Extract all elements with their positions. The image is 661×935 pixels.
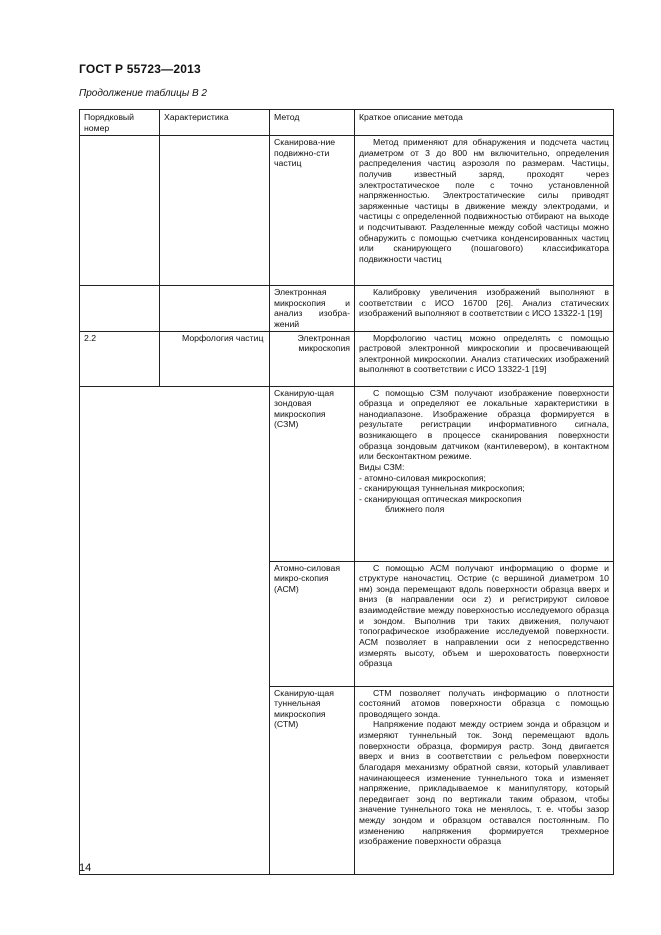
description-paragraph: СТМ позволяет получать информацию о плотности состояний атомов поверхности образца с помощью проводящего зонда. — [359, 687, 609, 719]
row-method: Сканирова-ние подвижно-сти частиц — [270, 136, 355, 286]
header-method: Метод — [270, 110, 355, 136]
row-characteristic — [160, 286, 270, 331]
description-paragraph: С помощью АСМ получают информацию о форме и структуре наночастиц. Острие (с вершиной диаметром 10 нм) зонда перемещают вдоль поверхности образца вверх и вниз (в направлении оси z) и регистрируют силовое взаимодействие между поверхностью исследуемого образца и зондом. Выполнив три таких движения, получают топографическое изображение исследуемой поверхности. АСМ позволяет в направлении оси z непосредственно измерять высоту, объем и шероховатость поверхности образца — [359, 562, 609, 669]
document-title: ГОСТ Р 55723—2013 — [79, 62, 201, 76]
row-method: Сканирую-щая зондовая микроскопия (СЗМ) — [270, 386, 355, 561]
row-number: 2.2 — [80, 331, 160, 386]
table-row — [80, 331, 614, 386]
row-description — [355, 386, 614, 561]
row-number — [80, 136, 160, 286]
table-caption: Продолжение таблицы В 2 — [79, 88, 207, 99]
description-list-item: - атомно-силовая микроскопия; — [359, 472, 486, 483]
methods-table — [79, 109, 614, 875]
description-paragraph: Напряжение подают между острием зонда и образцом и измеряют туннельный ток. Зонд перемещают вдоль поверхности образца, формируя растр. Зонд двигается вверх и вниз в соответствии с рельефом поверхности благодаря механизму обратной связи, который улавливает начинающееся изменение туннельного тока и изменяет напряжение, прикладываемое к манипулятору, который передвигает зонд по вертикали таким образом, чтобы значение туннельного тока не менялось, т. е. чтобы зазор между зондом и образцом оставался постоянным. По изменению напряжения формируется трехмерное изображение поверхности образца — [359, 719, 609, 847]
header-characteristic: Характеристика — [160, 110, 270, 136]
page-number: 14 — [79, 862, 92, 874]
row-method: Атомно-силовая микро-скопия (АСМ) — [270, 561, 355, 686]
row-description — [355, 686, 614, 874]
description-paragraph: Виды СЗМ: — [359, 461, 405, 472]
description-paragraph: Морфологию частиц можно определять с помощью растровой электронной микроскопии и просвечивающей электронной микроскопии. Анализ статических изображений выполняют в соответствии с ИСО 13322-1 [19] — [359, 332, 609, 375]
row-description — [355, 331, 614, 386]
table-row — [80, 386, 614, 561]
description-list-item: ближнего поля — [385, 504, 445, 515]
row-method: Электронная микроскопия и анализ изобра-жений — [270, 286, 355, 331]
table-row — [80, 136, 614, 286]
row-description — [355, 561, 614, 686]
description-paragraph: С помощью СЗМ получают изображение поверхности образца и определяют ее локальные характеристики в нанодиапазоне. Изображение образца формируется в результате регистрации информативного сигнала, возникающего в процессе сканирования поверхности образца зондовым датчиком (кантилевером), в контактном или бесконтактном режиме. — [359, 387, 609, 462]
description-list-item: - сканирующая туннельная микроскопия; — [359, 483, 525, 494]
row-method: Электронная микроскопия — [270, 331, 355, 386]
table-header-row — [80, 110, 614, 136]
header-number: Порядковый номер — [80, 110, 160, 136]
merged-empty-cell — [80, 386, 270, 874]
row-method: Сканирую-щая туннельная микроскопия (СТМ) — [270, 686, 355, 874]
description-paragraph: Метод применяют для обнаружения и подсчета частиц диаметром от 3 до 800 нм включительно, определения распределения частиц аэрозоля по размерам. Частицы, получив известный заряд, проходят через электростатическое поле с точно установленной напряженностью. Электростатические силы приводят заряженные частицы в движение между электродами, и частицы с определенной подвижностью отбирают на выходе и подсчитывают. Разделенные между собой частицы можно обнаружить с помощью счетчика конденсированных частиц или сканирующего (пошагового) классификатора подвижности частиц — [359, 137, 609, 264]
row-characteristic: Морфология частиц — [160, 331, 270, 386]
description-list-item: - сканирующая оптическая микроскопия — [359, 493, 522, 504]
table-row — [80, 286, 614, 331]
row-description — [355, 286, 614, 331]
row-characteristic — [160, 136, 270, 286]
row-number — [80, 286, 160, 331]
header-description: Краткое описание метода — [355, 110, 614, 136]
row-description — [355, 136, 614, 286]
description-paragraph: Калибровку увеличения изображений выполняют в соответствии с ИСО 16700 [26]. Анализ статических изображений выполняют в соответствии с ИСО 13322-1 [19] — [359, 287, 609, 319]
